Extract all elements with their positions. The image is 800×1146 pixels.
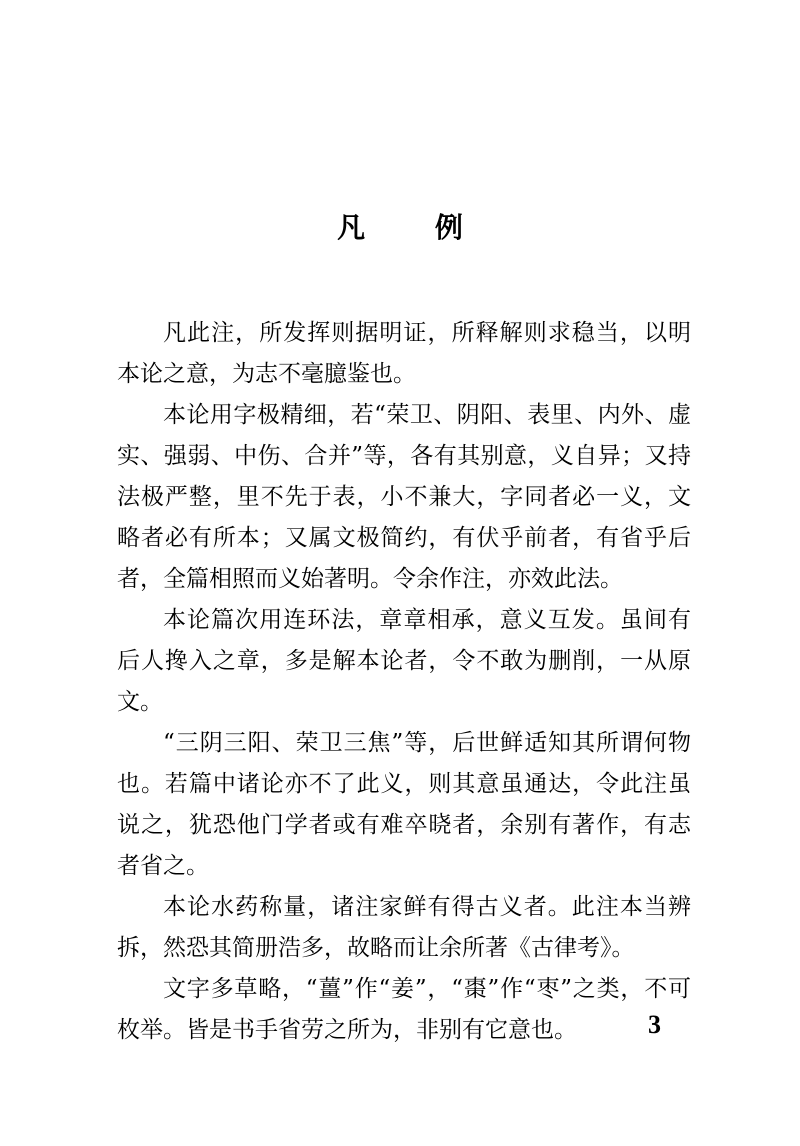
paragraph: 本论篇次用连环法，章章相承，意义互发。虽间有后人搀入之章，多是解本论者，令不敢为删削，一从原文。 <box>117 607 691 715</box>
paragraph: 凡此注，所发挥则据明证，所释解则求稳当，以明本论之意，为志不毫臆鉴也。 <box>117 320 691 387</box>
body-text <box>117 313 691 1051</box>
paragraph: 本论用字极精细，若“荣卫、阴阳、表里、内外、虚实、强弱、中伤、合并”等，各有其别意，义自异；又持法极严整，里不先于表，小不兼大，字同者必一义，文略者必有所本；又属文极简约，有伏乎前者，有省乎后者，全篇相照而义始著明。令余作注，亦效此法。 <box>117 402 691 592</box>
paragraph: 文字多草略，“薑”作“姜”，“棗”作“枣”之类，不可枚举。皆是书手省劳之所为，非别有它意也。 <box>117 976 691 1043</box>
page-title: 凡 例 <box>337 211 493 244</box>
paragraph: 本论水药称量，诸注家鲜有得古义者。此注本当辨拆，然恐其简册浩多，故略而让余所著《古律考》。 <box>117 894 691 961</box>
paragraph: “三阴三阳、荣卫三焦”等，后世鲜适知其所谓何物也。若篇中诸论亦不了此义，则其意虽通达，令此注虽说之，犹恐他门学者或有难卒晓者，余别有著作，有志者省之。 <box>117 730 691 879</box>
page-number: 3 <box>648 1010 661 1039</box>
